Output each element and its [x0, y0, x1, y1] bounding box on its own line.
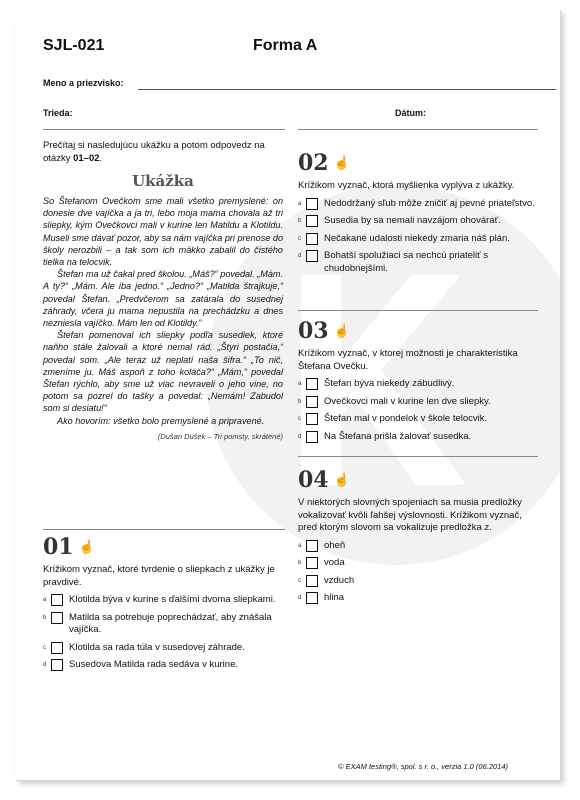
- exam-page: [16, 10, 561, 781]
- sample-title: Ukážka: [132, 172, 194, 190]
- option-letter: a: [298, 200, 302, 207]
- answer-checkbox[interactable]: [306, 378, 318, 390]
- date-label: Dátum:: [395, 108, 426, 118]
- answer-checkbox[interactable]: [306, 396, 318, 408]
- question-number: [298, 317, 538, 345]
- option-text: oheň: [324, 539, 346, 551]
- option-letter: a: [298, 542, 302, 549]
- option-c: [298, 413, 538, 426]
- option-d: [298, 431, 538, 444]
- divider: [298, 456, 538, 457]
- divider: [298, 310, 538, 311]
- option-text: Štefan býva niekedy zábudlivý.: [324, 378, 455, 389]
- option-text: vzduch: [324, 574, 355, 586]
- option-c: [298, 233, 538, 246]
- name-field[interactable]: [138, 89, 556, 90]
- answer-checkbox[interactable]: [306, 540, 318, 552]
- pointing-hand-icon: ☝: [333, 472, 350, 488]
- option-letter: b: [298, 560, 302, 566]
- option-text: Susedia by sa nemali navzájom ohovárať.: [324, 215, 501, 226]
- question-number-text: 01: [43, 534, 74, 560]
- sample-source: (Dušan Dušek – Tri pomsty, skrátené): [157, 431, 283, 441]
- answer-checkbox[interactable]: [306, 233, 318, 245]
- option-letter: d: [43, 662, 47, 668]
- option-b: [298, 215, 538, 228]
- question-text: V niektorých slovných spojeniach sa musia predložky vokalizovať kvôli ľahšej výslovnosti. Krížikom vyznač, pred ktorým slovom sa vokalizuje predložka z.: [298, 497, 522, 533]
- option-letter: d: [298, 595, 302, 601]
- question-03: [298, 317, 538, 443]
- answer-checkbox[interactable]: [51, 642, 63, 654]
- question-number-text: 04: [298, 467, 329, 493]
- class-label: Trieda:: [43, 108, 73, 118]
- pointing-hand-icon: ☝: [78, 539, 95, 555]
- option-text: voda: [324, 557, 345, 568]
- sample-text: [43, 195, 283, 427]
- sample-paragraph: So Štefanom Ovečkom sme mali všetko premyslené: on donesie dve vajíčka a ja tri, lebo moja mama chovala až tri sliepky, kým Ovečkovci mali v kurine len Matildu a Klotildu. Museli sme dávať pozor, aby sa nám vajíčka pri prenose do školy nerozbili – a tak som ich mäkko zabalil do čistého tielka na telocvik.: [43, 196, 283, 268]
- question-01: [43, 533, 283, 672]
- option-letter: c: [298, 577, 301, 584]
- option-d: [43, 659, 283, 672]
- answer-checkbox[interactable]: [306, 215, 318, 227]
- option-text: Štefan mal v pondelok v škole telocvik.: [324, 413, 488, 424]
- question-text: Krížikom vyznač, v ktorej možnosti je charakteristika Štefana Ovečku.: [298, 348, 518, 372]
- answer-checkbox[interactable]: [306, 413, 318, 425]
- answer-checkbox[interactable]: [306, 431, 318, 443]
- pointing-hand-icon: ☝: [333, 323, 350, 339]
- instructions-range: 01–02: [73, 153, 100, 164]
- option-letter: d: [298, 253, 302, 259]
- option-b: [298, 396, 538, 409]
- sample-paragraph: Štefan pomenoval ich sliepky podľa susediek, ktoré naňho stále žalovali a ktoré nemal rád. „Štyri postačia,“ povedal som. „Ale teraz už neplatí naša šifra.“ „To nič, zmeníme ju. Máš aspoň z toho koláča?“ „Mám,“ povedal Štefan rýchlo, aby sme už viac nevraveli o jeho vine, no potom sa pozrel do tašky a povedal: „Nemám! Zabudol som si desiatu!“: [43, 330, 283, 414]
- option-letter: c: [43, 644, 46, 651]
- form-label: Forma A: [253, 37, 318, 54]
- question-number: [43, 533, 283, 561]
- answer-checkbox[interactable]: [51, 612, 63, 624]
- option-c: [43, 642, 283, 655]
- answer-checkbox[interactable]: [306, 198, 318, 210]
- option-letter: b: [43, 614, 47, 621]
- question-number: [298, 149, 538, 177]
- option-a: [298, 378, 538, 391]
- option-a: [43, 594, 283, 607]
- question-number: [298, 466, 538, 494]
- option-text: Matilda sa potrebuje poprechádzať, aby znášala vajíčka.: [69, 611, 272, 635]
- option-letter: a: [43, 597, 47, 603]
- option-letter: d: [298, 433, 302, 440]
- sample-paragraph: Štefan ma už čakal pred školou. „Máš?“ povedal. „Mám. A ty?“ „Mám. Ale iba jedno.“ „Jedno?“ „Matilda štrajkuje,“ povedal Štefan. „Predvčerom sa zatárala do susednej záhrady, včera ju mama nepustila na prechádzku a dnes nezniesla vajíčko. Mám len od Klotildy.“: [43, 269, 283, 329]
- answer-checkbox[interactable]: [306, 250, 318, 262]
- instructions-end: .: [99, 153, 103, 164]
- question-number-text: 02: [298, 150, 329, 176]
- option-letter: c: [298, 416, 301, 422]
- answer-checkbox[interactable]: [51, 594, 63, 606]
- question-04: [298, 466, 538, 605]
- name-label: Meno a priezvisko:: [43, 78, 124, 88]
- divider: [43, 129, 285, 130]
- answer-checkbox[interactable]: [306, 592, 318, 604]
- answer-checkbox[interactable]: [306, 575, 318, 587]
- pointing-hand-icon: ☝: [333, 155, 350, 171]
- option-a: [298, 540, 538, 553]
- question-02: [298, 149, 538, 275]
- option-d: [298, 250, 538, 275]
- option-letter: a: [298, 381, 302, 387]
- option-text: Na Štefana prišla žalovať susedka.: [324, 430, 472, 442]
- sample-paragraph: Ako hovorím: všetko bolo premyslené a pripravené.: [57, 415, 265, 426]
- question-text: Krížikom vyznač, ktoré tvrdenie o sliepkach z ukážky je pravdivé.: [43, 564, 275, 588]
- option-a: [298, 198, 538, 211]
- test-code: SJL-021: [43, 37, 105, 54]
- question-text: Krížikom vyznač, ktorá myšlienka vyplýva z ukážky.: [298, 180, 515, 191]
- option-text: hlina: [324, 592, 345, 603]
- option-text: Bohatší spolužiaci sa nechcú priateliť s chudobnejšími.: [324, 250, 489, 274]
- option-letter: b: [298, 398, 302, 405]
- copyright-footer: © EXAM testing®, spol. s r. o., verzia 1.0 (06.2014): [338, 762, 509, 771]
- option-b: [298, 557, 538, 570]
- left-column: [43, 139, 283, 441]
- option-text: Klotilda býva v kurine s ďalšími dvoma sliepkami.: [69, 594, 276, 605]
- option-text: Ovečkovci mali v kurine len dve sliepky.: [324, 395, 491, 407]
- option-text: Nedodržaný sľub môže zničiť aj pevné priateľstvo.: [324, 197, 535, 209]
- option-letter: b: [298, 218, 302, 224]
- question-number-text: 03: [298, 318, 329, 344]
- option-text: Nečakané udalosti niekedy zmaria náš plán.: [324, 232, 510, 244]
- option-letter: c: [298, 235, 301, 242]
- answer-checkbox[interactable]: [306, 557, 318, 569]
- instructions-text: Prečítaj si nasledujúcu ukážku a potom odpovedz na otázky: [43, 140, 265, 164]
- divider: [43, 529, 285, 530]
- option-c: [298, 575, 538, 588]
- divider: [298, 129, 538, 130]
- option-text: Klotilda sa rada túla v susedovej záhrade.: [69, 641, 245, 653]
- answer-checkbox[interactable]: [51, 659, 63, 671]
- instructions: [43, 139, 283, 165]
- option-text: Susedova Matilda rada sedáva v kurine.: [69, 659, 238, 670]
- option-b: [43, 612, 283, 637]
- option-d: [298, 592, 538, 605]
